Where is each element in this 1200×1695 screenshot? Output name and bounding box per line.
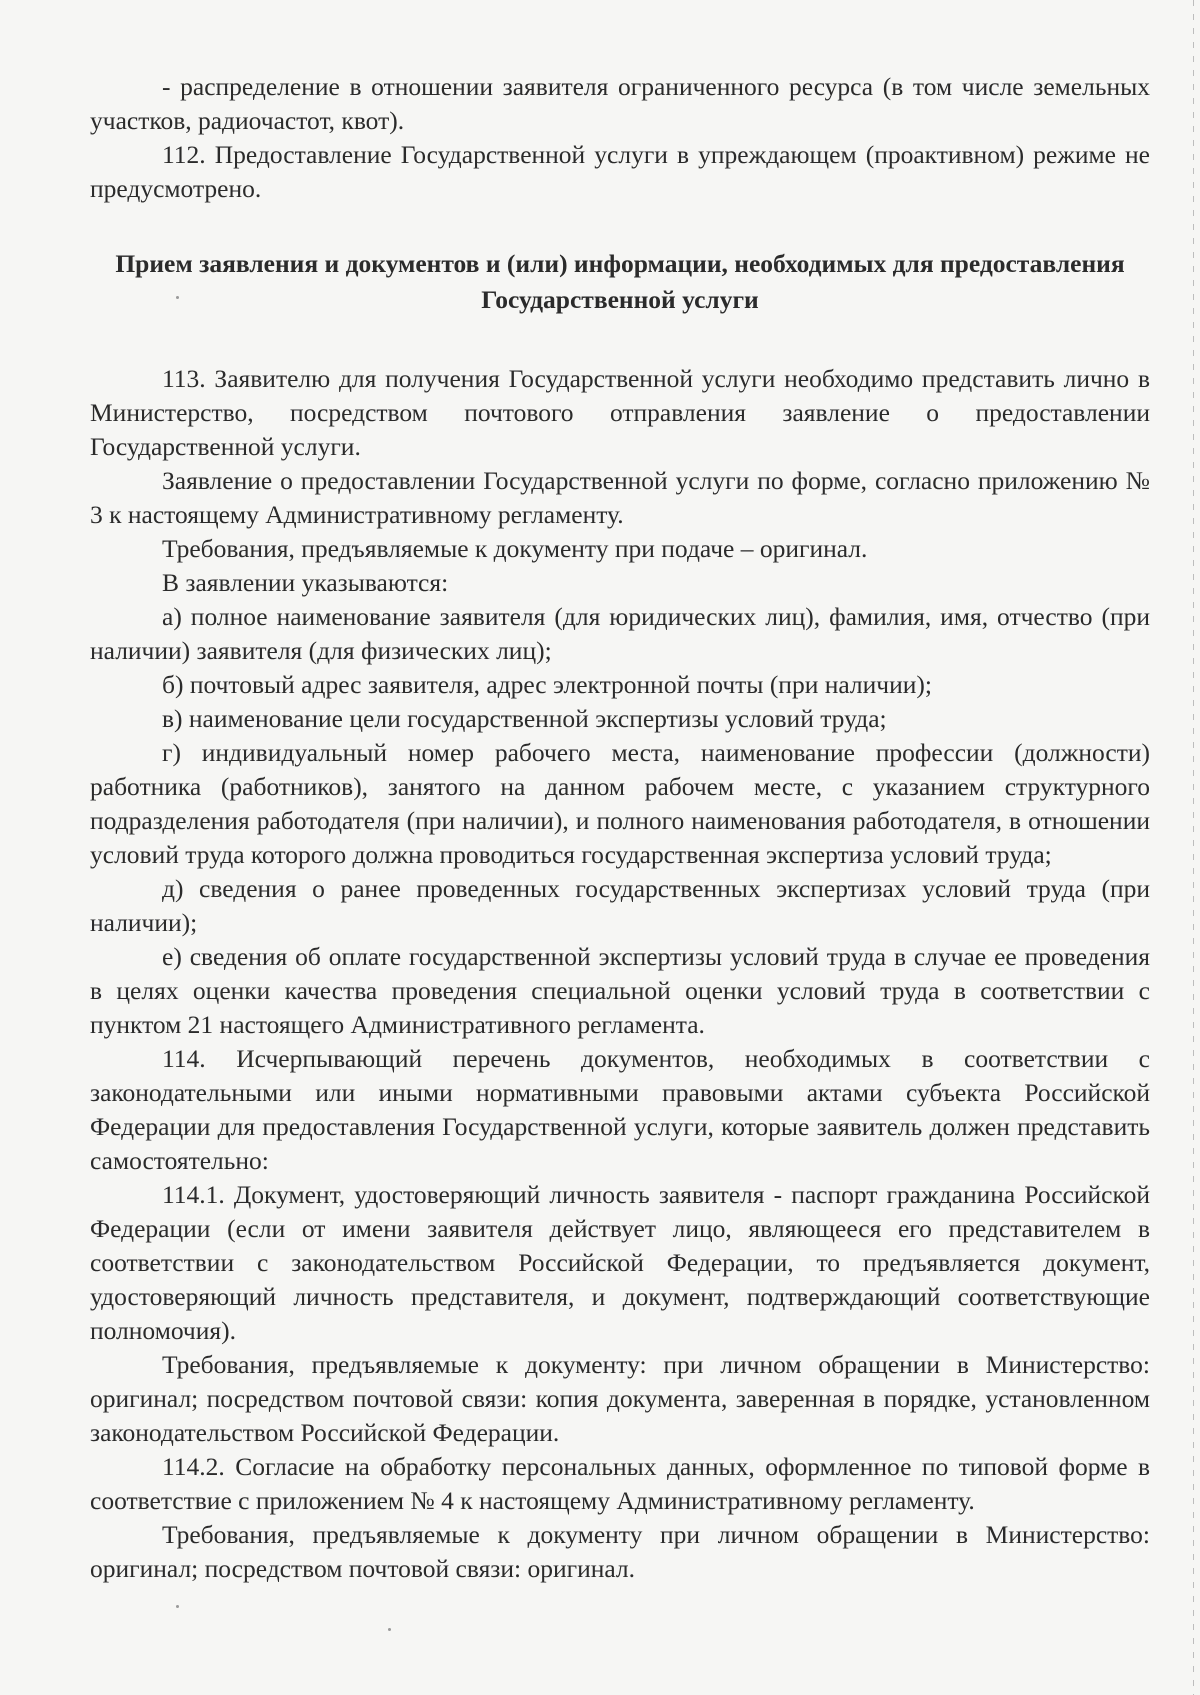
paragraph-112: 112. Предоставление Государственной услуги в упреждающем (проактивном) режиме не предусмотрено. <box>90 140 1150 203</box>
paragraph-requirements-original: Требования, предъявляемые к документу при подаче – оригинал. <box>162 534 868 563</box>
list-item-e: е) сведения об оплате государственной экспертизы условий труда в случае ее проведения в целях оценки качества проведения специальной оценки условий труда в соответствии с пунктом 21 настоящего Административного регламента. <box>90 942 1150 1039</box>
paragraph-application-form: Заявление о предоставлении Государственной услуги по форме, согласно приложению № 3 к настоящему Административному регламенту. <box>90 466 1150 529</box>
list-item-g: г) индивидуальный номер рабочего места, наименование профессии (должности) работника (работников), занятого на данном рабочем месте, с указанием структурного подразделения работодателя (при наличии), и полного наименования работодателя, в отношении условий труда которого должна проводиться государственная экспертиза условий труда; <box>90 738 1150 869</box>
paragraph-114-1-requirements: Требования, предъявляемые к документу: при личном обращении в Министерство: оригинал; посредством почтовой связи: копия документа, заверенная в порядке, установленном законодательством Российской Федерации. <box>90 1350 1150 1447</box>
list-item-v: в) наименование цели государственной экспертизы условий труда; <box>162 704 887 733</box>
paragraph-114: 114. Исчерпывающий перечень документов, необходимых в соответствии с законодательными или иными нормативными правовыми актами субъекта Российской Федерации для предоставления Государственной услуги, которые заявитель должен представить самостоятельно: <box>90 1044 1150 1175</box>
paragraph-114-1: 114.1. Документ, удостоверяющий личность заявителя - паспорт гражданина Российской Федерации (если от имени заявителя действует лицо, являющееся его представителем в соответствии с законодательством Российской Федерации, то предъявляется документ, удостоверяющий личность представителя, и документ, подтверждающий соответствующие полномочия). <box>90 1180 1150 1345</box>
scan-edge-line <box>1193 0 1194 1695</box>
paragraph-114-2: 114.2. Согласие на обработку персональных данных, оформленное по типовой форме в соответствие с приложением № 4 к настоящему Административному регламенту. <box>90 1452 1150 1515</box>
paragraph-resource-item: - распределение в отношении заявителя ограниченного ресурса (в том числе земельных участков, радиочастот, квот). <box>90 72 1150 135</box>
list-item-a: а) полное наименование заявителя (для юридических лиц), фамилия, имя, отчество (при наличии) заявителя (для физических лиц); <box>90 602 1150 665</box>
scan-speck <box>176 1605 179 1608</box>
paragraph-114-2-requirements: Требования, предъявляемые к документу при личном обращении в Министерство: оригинал; посредством почтовой связи: оригинал. <box>90 1520 1150 1583</box>
scan-speck <box>388 1628 391 1631</box>
section-heading: Прием заявления и документов и (или) информации, необходимых для предоставления Государственной услуги <box>115 249 1125 314</box>
paragraph-application-contents: В заявлении указываются: <box>162 568 449 597</box>
list-item-b: б) почтовый адрес заявителя, адрес электронной почты (при наличии); <box>162 670 932 699</box>
scan-speck <box>176 296 179 299</box>
list-item-d: д) сведения о ранее проведенных государственных экспертизах условий труда (при наличии); <box>90 874 1150 937</box>
paragraph-113: 113. Заявителю для получения Государственной услуги необходимо представить лично в Министерство, посредством почтового отправления заявление о предоставлении Государственной услуги. <box>90 364 1150 461</box>
